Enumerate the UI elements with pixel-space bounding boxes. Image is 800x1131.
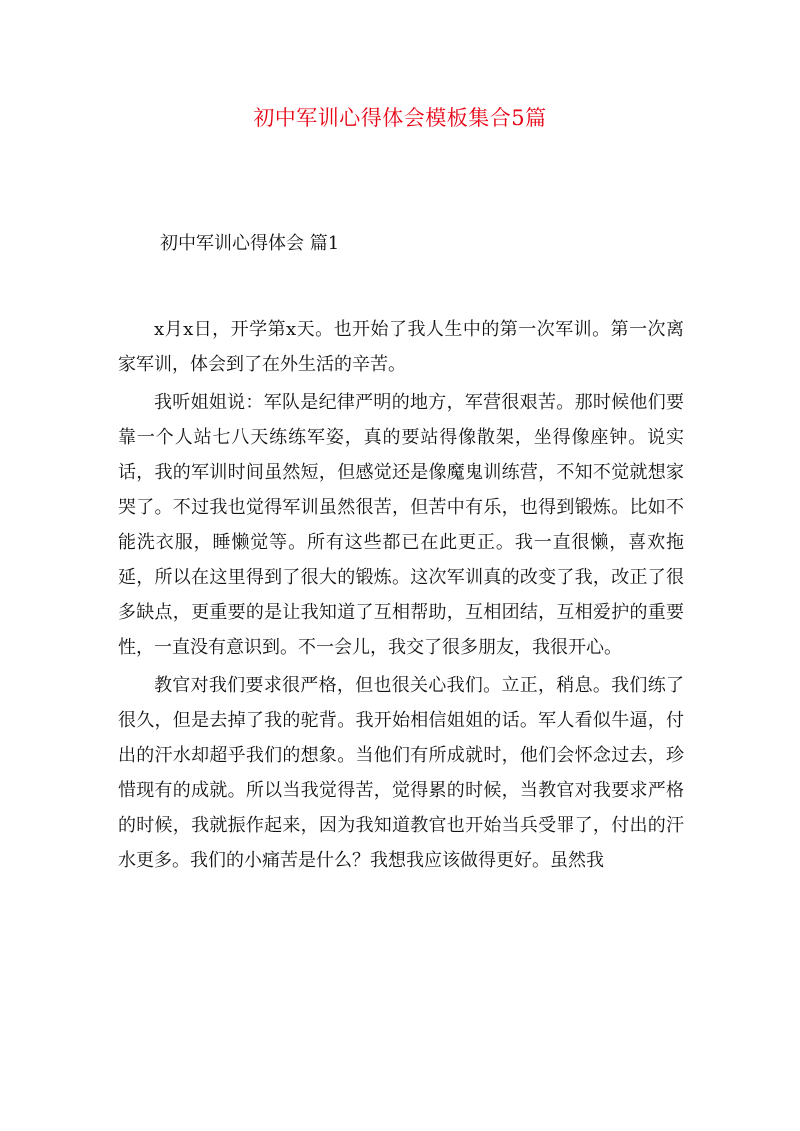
paragraph: x月x日，开学第x天。也开始了我人生中的第一次军训。第一次离家军训，体会到了在外生活的辛苦。	[118, 319, 684, 375]
paragraph: 我听姐姐说：军队是纪律严明的地方，军营很艰苦。那时候他们要靠一个人站七八天练练军姿，真的要站得像散架，坐得像座钟。说实话，我的军训时间虽然短，但感觉还是像魔鬼训练营，不知不觉就想家哭了。不过我也觉得军训虽然很苦，但苦中有乐，也得到锻炼。比如不能洗衣服，睡懒觉等。所有这些都已在此更正。我一直很懒，喜欢拖延，所以在这里得到了很大的锻炼。这次军训真的改变了我，改正了很多缺点，更重要的是让我知道了互相帮助，互相团结，互相爱护的重要性，一直没有意识到。不一会儿，我交了很多朋友，我很开心。	[118, 392, 684, 658]
paragraph: 教官对我们要求很严格，但也很关心我们。立正，稍息。我们练了很久，但是去掉了我的驼背。我开始相信姐姐的话。军人看似牛逼，付出的汗水却超乎我们的想象。当他们有所成就时，他们会怀念过去，珍惜现有的成就。所以当我觉得苦，觉得累的时候，当教官对我要求严格的时候，我就振作起来，因为我知道教官也开始当兵受罪了，付出的汗水更多。我们的小痛苦是什么？我想我应该做得更好。虽然我	[118, 675, 684, 871]
section-heading: 初中军训心得体会 篇1	[160, 233, 340, 254]
body-text	[118, 312, 684, 881]
document-title: 初中军训心得体会模板集合5篇	[253, 106, 547, 130]
